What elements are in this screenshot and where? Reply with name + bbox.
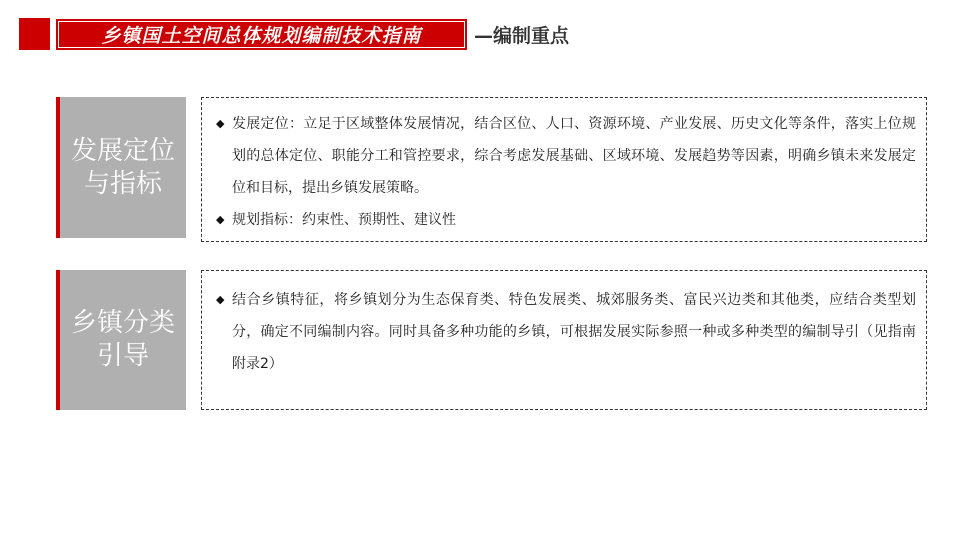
bullet-text: 结合乡镇特征，将乡镇划分为生态保育类、特色发展类、城郊服务类、富民兴边类和其他类，应结合类型划分，确定不同编制内容。同时具备多种功能的乡镇，可根据发展实际参照一种或多种类型的编制导引（见指南附录2） [232,292,916,372]
bullet-item [216,284,916,380]
page-title: 乡镇国土空间总体规划编制技术指南 [58,21,465,48]
diamond-bullet-icon: ◆ [216,117,225,130]
section-label-classification [56,270,186,410]
bullet-item [216,108,916,204]
bullet-text: 发展定位：立足于区域整体发展情况，结合区位、人口、资源环境、产业发展、历史文化等条件，落实上位规划的总体定位、职能分工和管控要求，综合考虑发展基础、区域环境、发展趋势等因素，明确乡镇未来发展定位和目标，提出乡镇发展策略。 [232,116,916,196]
header-banner [56,19,467,50]
section-label-text: 乡镇分类引导 [70,308,175,371]
section-content-positioning [201,97,927,242]
diamond-bullet-icon: ◆ [216,213,225,226]
section-label-positioning [56,97,186,238]
diamond-bullet-icon: ◆ [216,293,225,306]
bullet-item [216,204,916,236]
header-accent-square [19,18,50,50]
section-label-text: 发展定位与指标 [70,135,175,199]
bullet-text: 规划指标：约束性、预期性、建议性 [232,212,456,228]
section-content-classification [201,270,927,410]
page-subtitle: —编制重点 [474,25,570,47]
